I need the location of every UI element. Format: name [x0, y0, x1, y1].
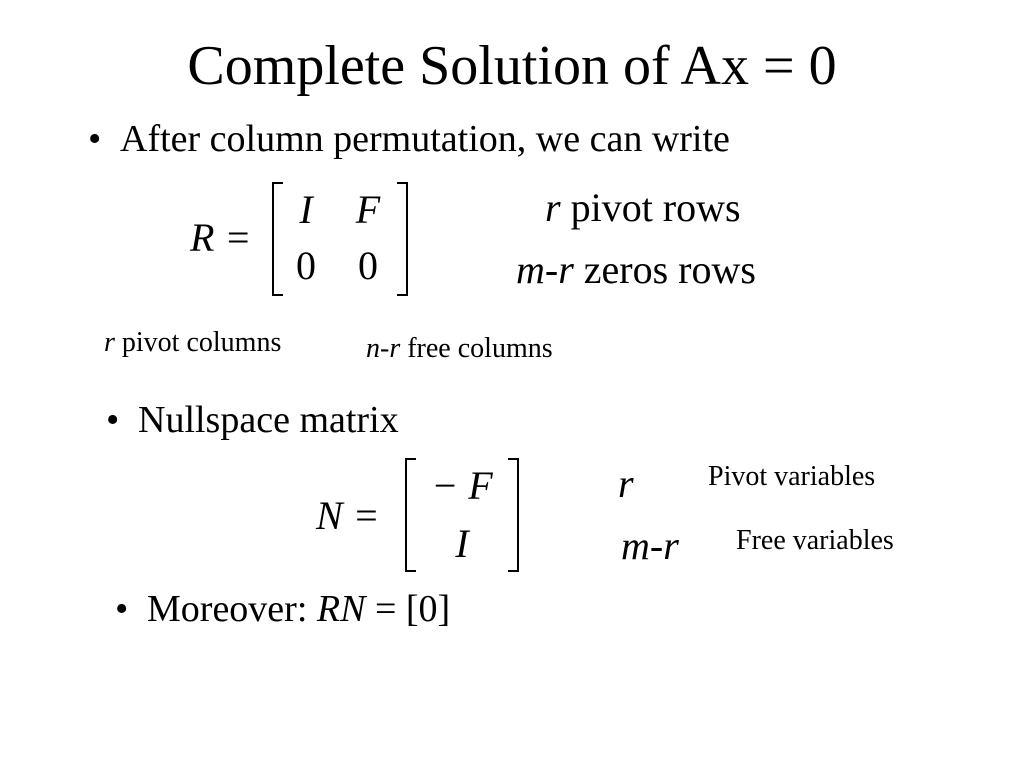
- matrix-r-cell-zero: 0: [296, 243, 316, 288]
- col-label-pivot-columns: [104, 326, 281, 360]
- col-label-free-columns: [366, 332, 553, 366]
- matrix-n-row-var-m-r: m-r: [621, 523, 679, 568]
- bullet-dot: •: [115, 588, 129, 630]
- row-label-var: r: [545, 185, 561, 230]
- left-bracket: [272, 182, 283, 296]
- bullet-dot: •: [88, 118, 102, 160]
- row-label-var: m-r: [516, 247, 574, 292]
- pivot-variables-label: Pivot variables: [708, 461, 876, 492]
- matrix-n-cell-identity: I: [455, 521, 469, 566]
- bullet-moreover: [115, 586, 450, 632]
- matrix-n: [405, 458, 519, 572]
- row-label-zero-rows: [516, 246, 756, 294]
- matrix-r-cell-f: F: [355, 187, 381, 232]
- matrix-n-lhs: N =: [316, 493, 380, 538]
- col-label-var: n-r: [366, 333, 401, 364]
- free-variables-label: Free variables: [736, 525, 894, 556]
- col-label-text: pivot columns: [114, 327, 282, 358]
- left-bracket: [405, 458, 416, 572]
- row-label-text: pivot rows: [560, 185, 741, 230]
- bullet-column-permutation: [88, 116, 730, 162]
- col-label-var: r: [104, 327, 115, 358]
- matrix-n-row-var-r: r: [618, 461, 634, 506]
- bullet-prefix: Moreover:: [147, 588, 317, 630]
- right-bracket: [397, 182, 408, 296]
- slide-title: Complete Solution of Ax = 0: [187, 35, 837, 97]
- col-label-text: free columns: [400, 333, 553, 364]
- bullet-nullspace-matrix: [106, 397, 399, 443]
- row-label-pivot-rows: [545, 184, 741, 232]
- matrix-r-cell-identity: I: [299, 187, 313, 232]
- bullet-text: Nullspace matrix: [138, 399, 399, 441]
- bullet-text: After column permutation, we can write: [120, 118, 730, 160]
- matrix-n-cell-neg-f: − F: [431, 463, 493, 508]
- matrix-r: [272, 182, 408, 296]
- right-bracket: [508, 458, 519, 572]
- bullet-math-rn: RN: [316, 588, 366, 630]
- row-label-text: zeros rows: [573, 247, 756, 292]
- bullet-dot: •: [106, 399, 120, 441]
- matrix-r-lhs: R =: [190, 215, 252, 260]
- matrix-r-cell-zero: 0: [358, 243, 378, 288]
- bullet-suffix: = [0]: [365, 588, 451, 630]
